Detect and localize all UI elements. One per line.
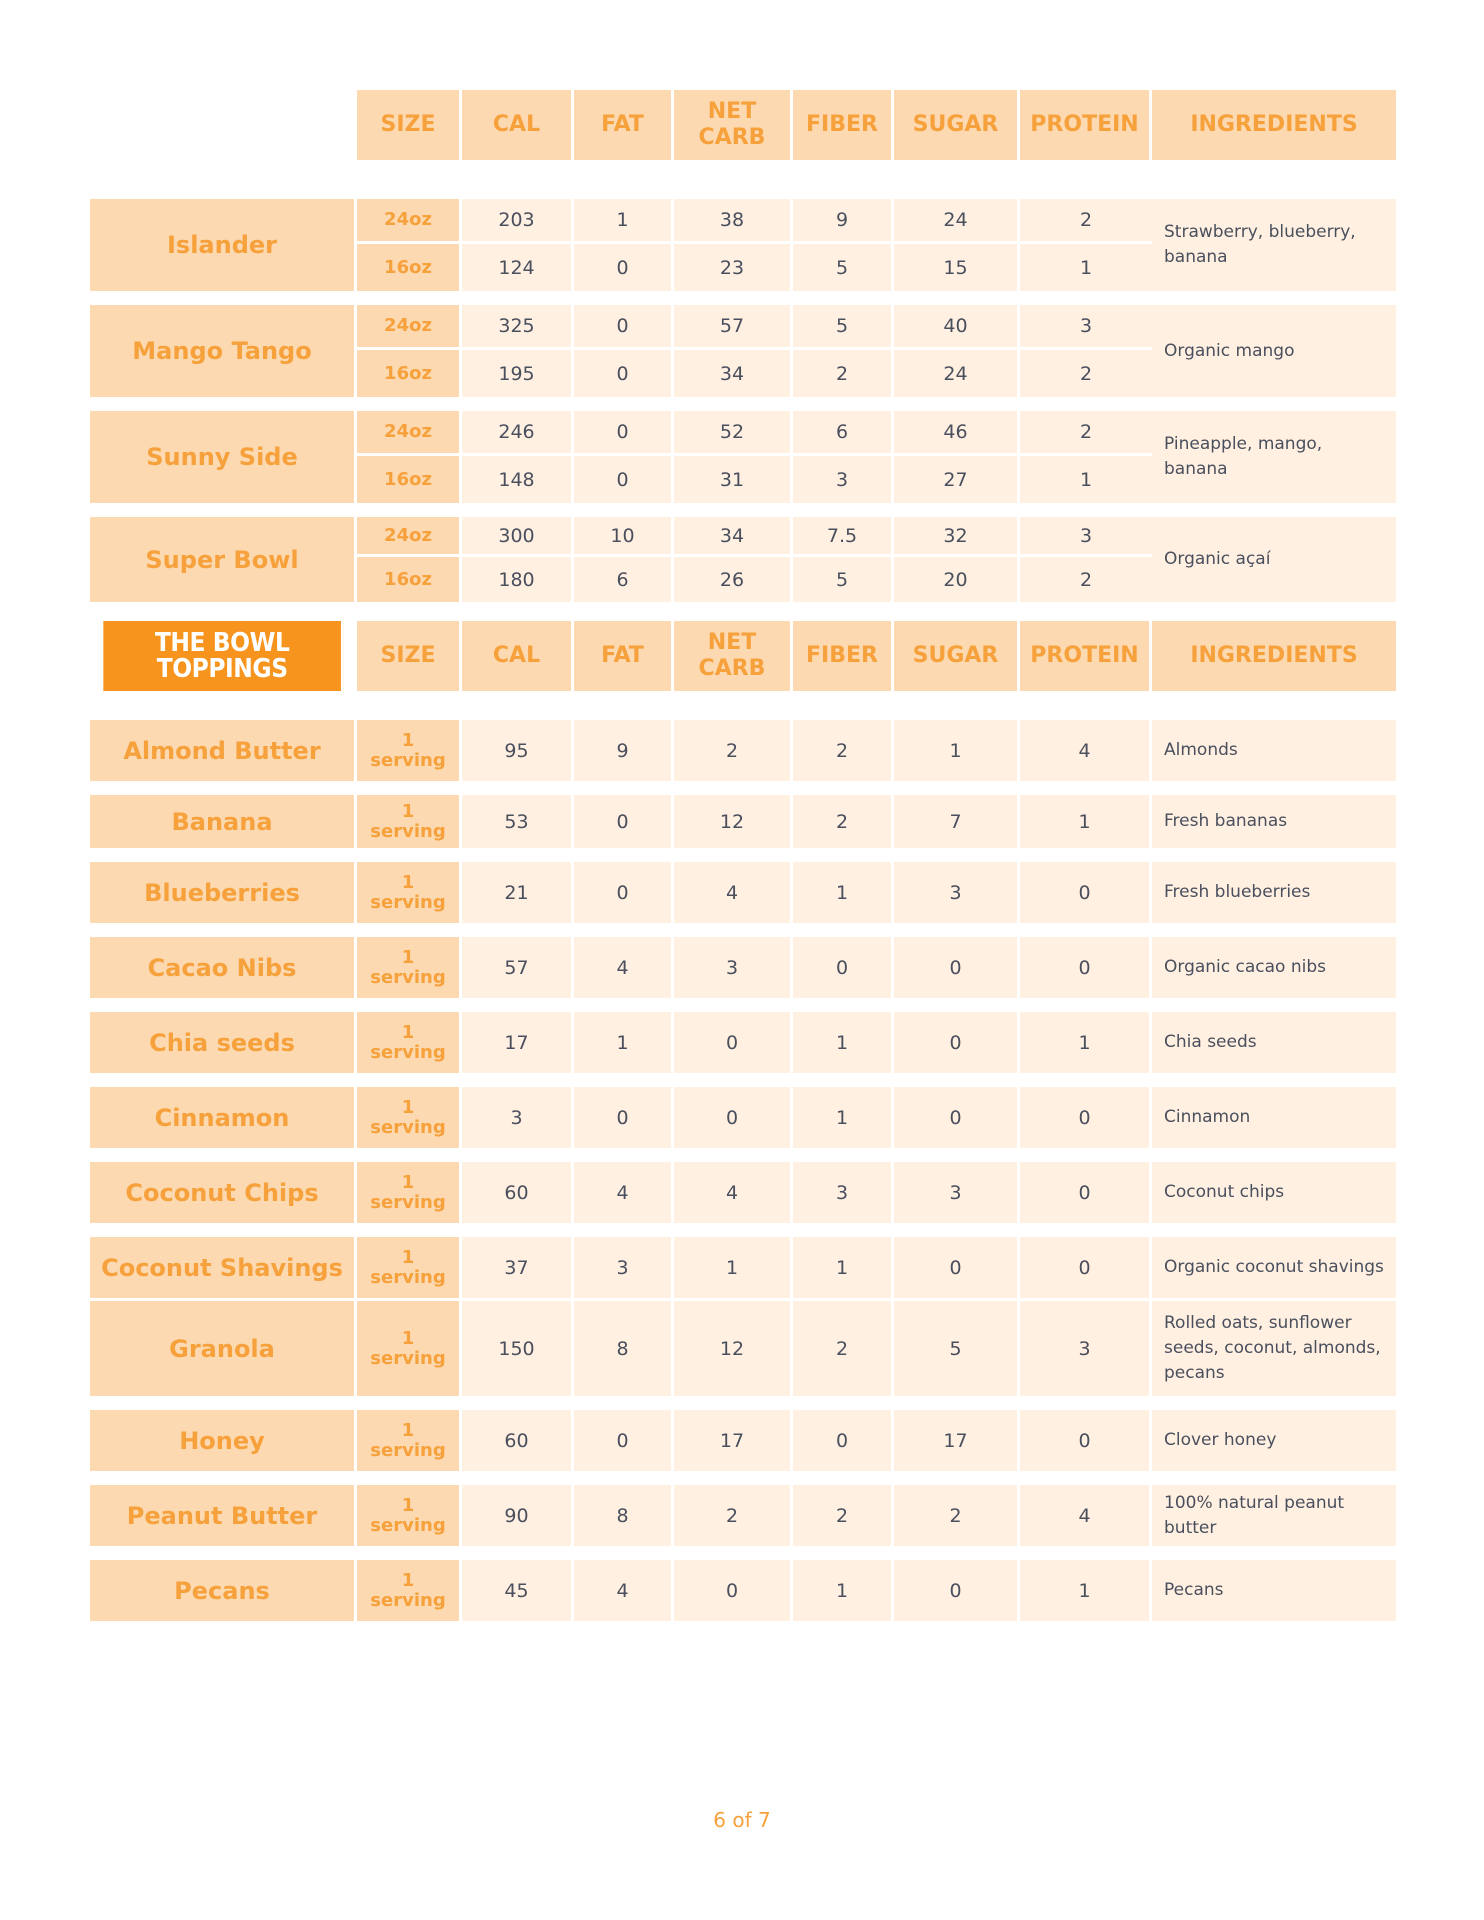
cal-cell: 17 <box>462 1012 574 1076</box>
header-net-carb-line2: CARB <box>698 656 766 681</box>
bowl-size-row <box>357 517 1152 557</box>
topping-row <box>90 1301 1396 1399</box>
size-cell <box>357 1560 462 1624</box>
size-cell: 16oz <box>357 244 462 294</box>
header-cal: CAL <box>462 90 574 163</box>
sugar-cell: 3 <box>894 1162 1020 1226</box>
protein-cell: 3 <box>1020 517 1152 557</box>
cal-cell: 90 <box>462 1485 574 1549</box>
bowl-size-rows <box>357 411 1152 506</box>
toppings-table <box>90 720 1396 1624</box>
fiber-cell: 1 <box>793 862 894 926</box>
topping-name: Cinnamon <box>90 1087 357 1151</box>
fat-cell: 0 <box>574 350 674 400</box>
protein-cell: 2 <box>1020 199 1152 244</box>
fiber-cell: 5 <box>793 557 894 605</box>
topping-name: Cacao Nibs <box>90 937 357 1001</box>
ingredients-cell: 100% natural peanut butter <box>1152 1485 1396 1549</box>
ingredients-cell: Organic coconut shavings <box>1152 1237 1396 1301</box>
net-carb-cell: 4 <box>674 862 793 926</box>
sugar-cell: 24 <box>894 350 1020 400</box>
fat-cell: 0 <box>574 1087 674 1151</box>
bowl-group <box>90 199 1396 294</box>
header-net-carb-line2: CARB <box>698 125 766 150</box>
ingredients-cell: Pineapple, mango, banana <box>1152 411 1396 506</box>
size-amount: 1 <box>401 1327 415 1349</box>
net-carb-cell: 1 <box>674 1237 793 1301</box>
header-size: SIZE <box>357 90 462 163</box>
header-sugar: SUGAR <box>894 90 1020 163</box>
fat-cell: 4 <box>574 937 674 1001</box>
fiber-cell: 2 <box>793 795 894 851</box>
net-carb-cell: 34 <box>674 517 793 557</box>
net-carb-cell: 57 <box>674 305 793 350</box>
topping-name: Chia seeds <box>90 1012 357 1076</box>
sugar-cell: 32 <box>894 517 1020 557</box>
fat-cell: 0 <box>574 244 674 294</box>
net-carb-cell: 0 <box>674 1087 793 1151</box>
topping-name: Peanut Butter <box>90 1485 357 1549</box>
size-unit: serving <box>370 1439 446 1461</box>
size-amount: 1 <box>401 1096 415 1118</box>
fiber-cell: 2 <box>793 1485 894 1549</box>
size-cell <box>357 720 462 784</box>
header-fiber: FIBER <box>793 621 894 694</box>
nutrition-sheet <box>90 90 1396 1624</box>
bowl-size-row <box>357 557 1152 605</box>
fat-cell: 0 <box>574 305 674 350</box>
sugar-cell: 15 <box>894 244 1020 294</box>
size-unit: serving <box>370 749 446 771</box>
size-cell <box>357 1410 462 1474</box>
fiber-cell: 1 <box>793 1560 894 1624</box>
topping-row <box>90 1162 1396 1226</box>
cal-cell: 60 <box>462 1410 574 1474</box>
topping-row <box>90 1012 1396 1076</box>
sugar-cell: 20 <box>894 557 1020 605</box>
protein-cell: 2 <box>1020 557 1152 605</box>
cal-cell: 203 <box>462 199 574 244</box>
topping-name: Coconut Shavings <box>90 1237 357 1301</box>
ingredients-cell: Organic açaí <box>1152 517 1396 605</box>
fat-cell: 0 <box>574 1410 674 1474</box>
cal-cell: 60 <box>462 1162 574 1226</box>
topping-name: Honey <box>90 1410 357 1474</box>
sugar-cell: 1 <box>894 720 1020 784</box>
header-ingredients: INGREDIENTS <box>1152 90 1396 163</box>
protein-cell: 3 <box>1020 1301 1152 1399</box>
size-unit: serving <box>370 1116 446 1138</box>
header-ingredients: INGREDIENTS <box>1152 621 1396 694</box>
size-amount: 1 <box>401 1021 415 1043</box>
bowl-size-row <box>357 199 1152 244</box>
size-cell <box>357 937 462 1001</box>
size-amount: 1 <box>401 871 415 893</box>
bowl-size-row <box>357 411 1152 456</box>
cal-cell: 37 <box>462 1237 574 1301</box>
bowl-size-row <box>357 244 1152 294</box>
fiber-cell: 0 <box>793 937 894 1001</box>
size-amount: 1 <box>401 946 415 968</box>
cal-cell: 95 <box>462 720 574 784</box>
cal-cell: 325 <box>462 305 574 350</box>
size-cell: 16oz <box>357 350 462 400</box>
topping-name: Pecans <box>90 1560 357 1624</box>
size-unit: serving <box>370 1266 446 1288</box>
ingredients-cell: Fresh blueberries <box>1152 862 1396 926</box>
sugar-cell: 40 <box>894 305 1020 350</box>
cal-cell: 246 <box>462 411 574 456</box>
cal-cell: 148 <box>462 456 574 506</box>
size-cell: 24oz <box>357 199 462 244</box>
fiber-cell: 7.5 <box>793 517 894 557</box>
bowl-group <box>90 517 1396 605</box>
size-cell <box>357 862 462 926</box>
fat-cell: 8 <box>574 1301 674 1399</box>
header-size: SIZE <box>357 621 462 694</box>
size-cell: 16oz <box>357 557 462 605</box>
topping-name: Coconut Chips <box>90 1162 357 1226</box>
sugar-cell: 3 <box>894 862 1020 926</box>
size-unit: serving <box>370 1041 446 1063</box>
sugar-cell: 0 <box>894 1087 1020 1151</box>
ingredients-cell: Strawberry, blueberry, banana <box>1152 199 1396 294</box>
net-carb-cell: 2 <box>674 720 793 784</box>
sugar-cell: 46 <box>894 411 1020 456</box>
protein-cell: 1 <box>1020 795 1152 851</box>
protein-cell: 2 <box>1020 350 1152 400</box>
bowl-size-row <box>357 350 1152 400</box>
sugar-cell: 2 <box>894 1485 1020 1549</box>
fat-cell: 0 <box>574 456 674 506</box>
size-cell <box>357 1012 462 1076</box>
topping-row <box>90 720 1396 784</box>
toppings-title: THE BOWL TOPPINGS <box>103 621 343 694</box>
fat-cell: 1 <box>574 199 674 244</box>
size-unit: serving <box>370 1514 446 1536</box>
size-amount: 1 <box>401 800 415 822</box>
ingredients-cell: Almonds <box>1152 720 1396 784</box>
ingredients-cell: Fresh bananas <box>1152 795 1396 851</box>
sugar-cell: 0 <box>894 1012 1020 1076</box>
toppings-header-row <box>90 621 1396 694</box>
topping-name: Granola <box>90 1301 357 1399</box>
header-net-carb-line1: NET <box>707 630 757 655</box>
topping-row <box>90 862 1396 926</box>
bowl-name: Islander <box>90 199 357 294</box>
fiber-cell: 2 <box>793 350 894 400</box>
fiber-cell: 1 <box>793 1012 894 1076</box>
sugar-cell: 0 <box>894 937 1020 1001</box>
protein-cell: 0 <box>1020 937 1152 1001</box>
bowl-size-rows <box>357 305 1152 400</box>
fat-cell: 0 <box>574 795 674 851</box>
bowl-group <box>90 411 1396 506</box>
fat-cell: 8 <box>574 1485 674 1549</box>
protein-cell: 4 <box>1020 720 1152 784</box>
size-amount: 1 <box>401 1569 415 1591</box>
size-cell: 16oz <box>357 456 462 506</box>
protein-cell: 1 <box>1020 1560 1152 1624</box>
ingredients-cell: Organic cacao nibs <box>1152 937 1396 1001</box>
fat-cell: 3 <box>574 1237 674 1301</box>
header-cal: CAL <box>462 621 574 694</box>
net-carb-cell: 0 <box>674 1012 793 1076</box>
fiber-cell: 1 <box>793 1237 894 1301</box>
ingredients-cell: Coconut chips <box>1152 1162 1396 1226</box>
protein-cell: 4 <box>1020 1485 1152 1549</box>
sugar-cell: 17 <box>894 1410 1020 1474</box>
size-unit: serving <box>370 1191 446 1213</box>
cal-cell: 180 <box>462 557 574 605</box>
bowl-size-row <box>357 305 1152 350</box>
cal-cell: 3 <box>462 1087 574 1151</box>
size-cell: 24oz <box>357 411 462 456</box>
ingredients-cell: Cinnamon <box>1152 1087 1396 1151</box>
topping-row <box>90 937 1396 1001</box>
protein-cell: 0 <box>1020 862 1152 926</box>
topping-row <box>90 1560 1396 1624</box>
cal-cell: 53 <box>462 795 574 851</box>
header-net-carb <box>674 621 793 694</box>
bowl-group <box>90 305 1396 400</box>
cal-cell: 300 <box>462 517 574 557</box>
size-amount: 1 <box>401 1494 415 1516</box>
fat-cell: 1 <box>574 1012 674 1076</box>
net-carb-cell: 34 <box>674 350 793 400</box>
topping-row <box>90 1237 1396 1301</box>
ingredients-cell: Organic mango <box>1152 305 1396 400</box>
header-fat: FAT <box>574 621 674 694</box>
protein-cell: 1 <box>1020 1012 1152 1076</box>
header-sugar: SUGAR <box>894 621 1020 694</box>
net-carb-cell: 23 <box>674 244 793 294</box>
bowl-size-rows <box>357 517 1152 605</box>
size-amount: 1 <box>401 1419 415 1441</box>
fiber-cell: 5 <box>793 244 894 294</box>
bowl-name: Super Bowl <box>90 517 357 605</box>
size-cell: 24oz <box>357 517 462 557</box>
protein-cell: 0 <box>1020 1237 1152 1301</box>
sugar-cell: 7 <box>894 795 1020 851</box>
fat-cell: 4 <box>574 1162 674 1226</box>
protein-cell: 0 <box>1020 1087 1152 1151</box>
sugar-cell: 5 <box>894 1301 1020 1399</box>
size-cell <box>357 1301 462 1399</box>
protein-cell: 2 <box>1020 411 1152 456</box>
header-net-carb <box>674 90 793 163</box>
fiber-cell: 3 <box>793 456 894 506</box>
bowls-table <box>90 199 1396 605</box>
header-net-carb-line1: NET <box>707 99 757 124</box>
size-cell <box>357 1485 462 1549</box>
topping-row <box>90 1410 1396 1474</box>
bowl-size-rows <box>357 199 1152 294</box>
header-protein: PROTEIN <box>1020 90 1152 163</box>
fiber-cell: 2 <box>793 720 894 784</box>
fiber-cell: 2 <box>793 1301 894 1399</box>
fiber-cell: 0 <box>793 1410 894 1474</box>
size-amount: 1 <box>401 1171 415 1193</box>
bowl-size-row <box>357 456 1152 506</box>
net-carb-cell: 12 <box>674 795 793 851</box>
cal-cell: 195 <box>462 350 574 400</box>
fat-cell: 4 <box>574 1560 674 1624</box>
page-number: 6 of 7 <box>713 1808 771 1832</box>
topping-name: Blueberries <box>90 862 357 926</box>
net-carb-cell: 31 <box>674 456 793 506</box>
header-fat: FAT <box>574 90 674 163</box>
size-cell: 24oz <box>357 305 462 350</box>
net-carb-cell: 2 <box>674 1485 793 1549</box>
cal-cell: 21 <box>462 862 574 926</box>
size-cell <box>357 1087 462 1151</box>
sugar-cell: 0 <box>894 1237 1020 1301</box>
sugar-cell: 0 <box>894 1560 1020 1624</box>
size-unit: serving <box>370 891 446 913</box>
fat-cell: 9 <box>574 720 674 784</box>
topping-row <box>90 1087 1396 1151</box>
cal-cell: 57 <box>462 937 574 1001</box>
topping-row <box>90 795 1396 851</box>
net-carb-cell: 52 <box>674 411 793 456</box>
ingredients-cell: Rolled oats, sunflower seeds, coconut, almonds, pecans <box>1152 1301 1396 1399</box>
size-unit: serving <box>370 820 446 842</box>
topping-name: Banana <box>90 795 357 851</box>
net-carb-cell: 0 <box>674 1560 793 1624</box>
size-cell <box>357 1162 462 1226</box>
header-fiber: FIBER <box>793 90 894 163</box>
fiber-cell: 6 <box>793 411 894 456</box>
protein-cell: 0 <box>1020 1162 1152 1226</box>
cal-cell: 150 <box>462 1301 574 1399</box>
header-protein: PROTEIN <box>1020 621 1152 694</box>
fat-cell: 6 <box>574 557 674 605</box>
net-carb-cell: 38 <box>674 199 793 244</box>
sugar-cell: 24 <box>894 199 1020 244</box>
fiber-cell: 5 <box>793 305 894 350</box>
ingredients-cell: Pecans <box>1152 1560 1396 1624</box>
net-carb-cell: 3 <box>674 937 793 1001</box>
protein-cell: 1 <box>1020 456 1152 506</box>
fiber-cell: 3 <box>793 1162 894 1226</box>
size-unit: serving <box>370 1589 446 1611</box>
fat-cell: 0 <box>574 862 674 926</box>
fat-cell: 10 <box>574 517 674 557</box>
protein-cell: 0 <box>1020 1410 1152 1474</box>
header-blank <box>90 90 357 163</box>
fiber-cell: 1 <box>793 1087 894 1151</box>
ingredients-cell: Clover honey <box>1152 1410 1396 1474</box>
topping-row <box>90 1485 1396 1549</box>
cal-cell: 45 <box>462 1560 574 1624</box>
fiber-cell: 9 <box>793 199 894 244</box>
fat-cell: 0 <box>574 411 674 456</box>
net-carb-cell: 17 <box>674 1410 793 1474</box>
ingredients-cell: Chia seeds <box>1152 1012 1396 1076</box>
cal-cell: 124 <box>462 244 574 294</box>
size-amount: 1 <box>401 729 415 751</box>
sugar-cell: 27 <box>894 456 1020 506</box>
protein-cell: 3 <box>1020 305 1152 350</box>
bowls-header-row <box>90 90 1396 163</box>
net-carb-cell: 26 <box>674 557 793 605</box>
bowl-name: Sunny Side <box>90 411 357 506</box>
topping-name: Almond Butter <box>90 720 357 784</box>
size-unit: serving <box>370 966 446 988</box>
size-unit: serving <box>370 1347 446 1369</box>
net-carb-cell: 12 <box>674 1301 793 1399</box>
bowl-name: Mango Tango <box>90 305 357 400</box>
size-amount: 1 <box>401 1246 415 1268</box>
protein-cell: 1 <box>1020 244 1152 294</box>
size-cell <box>357 1237 462 1301</box>
size-cell <box>357 795 462 851</box>
net-carb-cell: 4 <box>674 1162 793 1226</box>
